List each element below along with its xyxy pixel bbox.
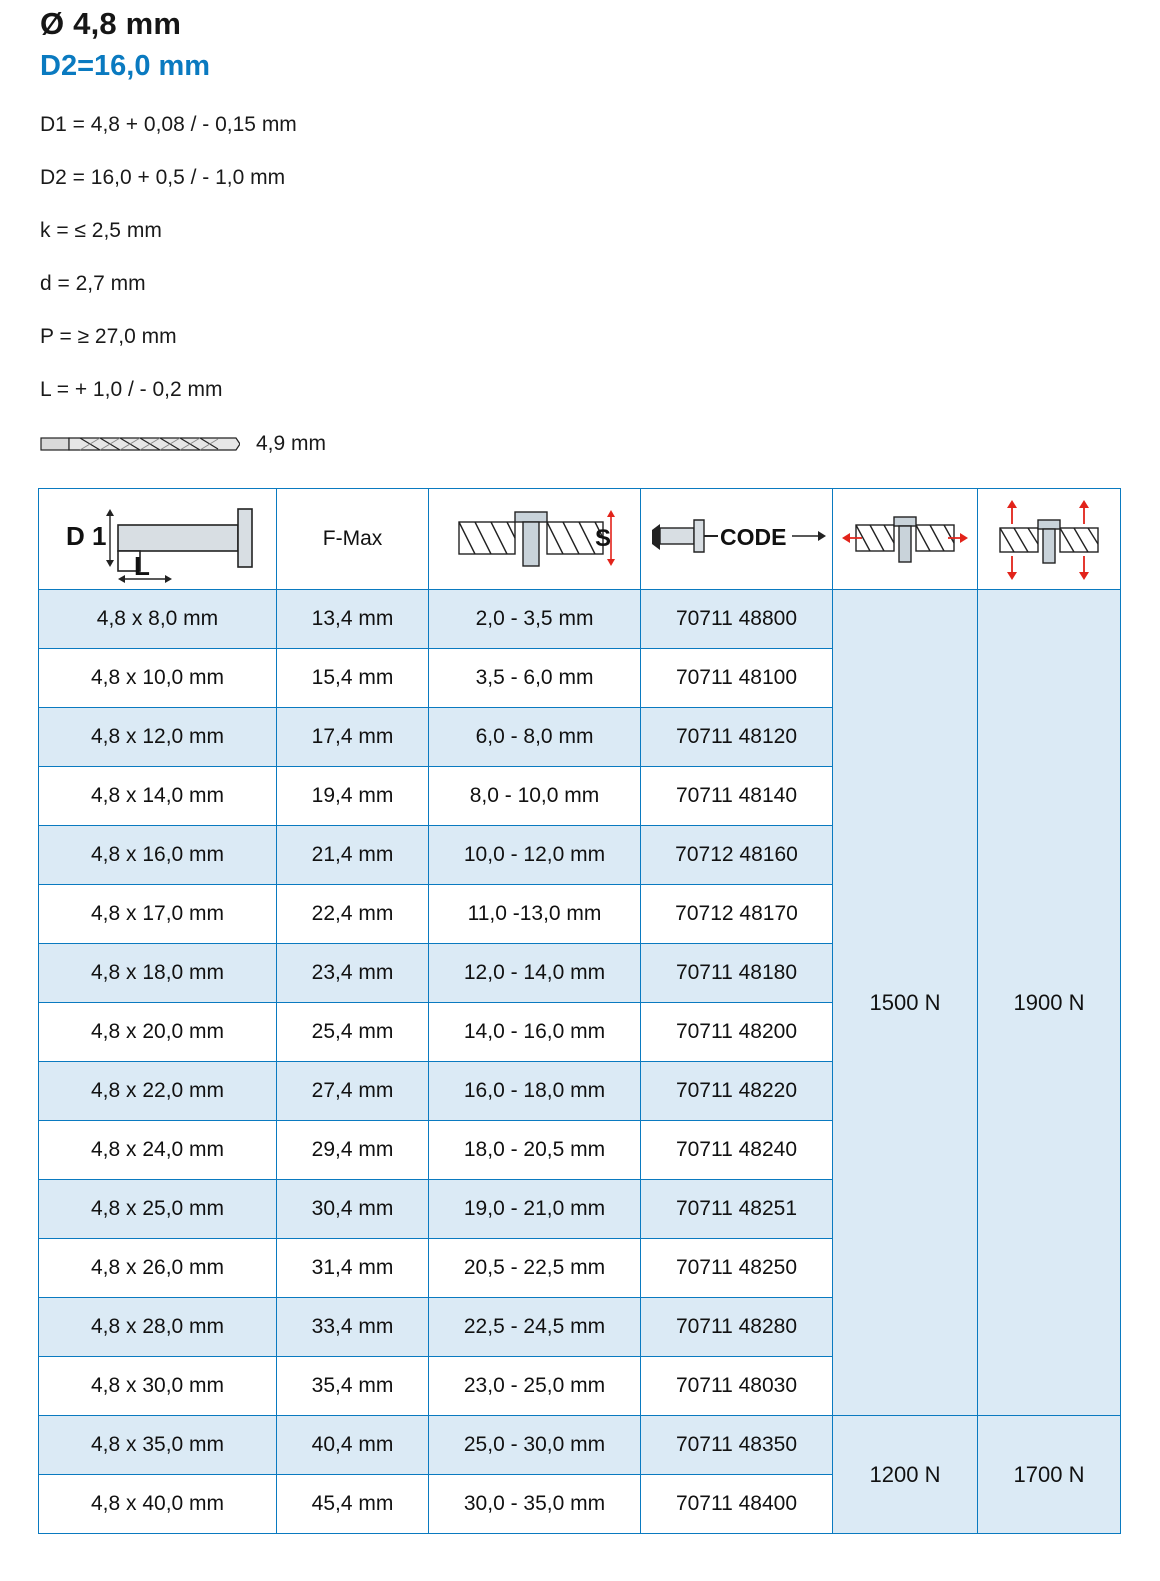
cell-code: 70711 48240: [641, 1121, 833, 1180]
cell-size: 4,8 x 18,0 mm: [39, 944, 277, 1003]
header-cell-clamping-range: [429, 489, 641, 590]
cell-fmax: 15,4 mm: [277, 649, 429, 708]
cell-size: 4,8 x 14,0 mm: [39, 767, 277, 826]
cell-size: 4,8 x 28,0 mm: [39, 1298, 277, 1357]
cell-range: 6,0 - 8,0 mm: [429, 708, 641, 767]
cell-size: 4,8 x 16,0 mm: [39, 826, 277, 885]
cell-fmax: 13,4 mm: [277, 590, 429, 649]
cell-range: 16,0 - 18,0 mm: [429, 1062, 641, 1121]
cell-range: 12,0 - 14,0 mm: [429, 944, 641, 1003]
cell-code: 70711 48350: [641, 1416, 833, 1475]
cell-range: 14,0 - 16,0 mm: [429, 1003, 641, 1062]
cell-size: 4,8 x 20,0 mm: [39, 1003, 277, 1062]
header-cell-code: [641, 489, 833, 590]
drill-size-label: 4,9 mm: [256, 432, 327, 455]
cell-size: 4,8 x 26,0 mm: [39, 1239, 277, 1298]
drill-bit-icon: [40, 433, 240, 455]
spec-list: [40, 98, 1160, 416]
cell-code: 70711 48120: [641, 708, 833, 767]
table-header-row: [39, 489, 1121, 590]
cell-fmax: 22,4 mm: [277, 885, 429, 944]
cell-code: 70711 48800: [641, 590, 833, 649]
cell-size: 4,8 x 22,0 mm: [39, 1062, 277, 1121]
cell-size: 4,8 x 10,0 mm: [39, 649, 277, 708]
cell-fmax: 40,4 mm: [277, 1416, 429, 1475]
spec-line-k: k = ≤ 2,5 mm: [40, 219, 162, 242]
cell-code: 70712 48160: [641, 826, 833, 885]
table-row: [39, 590, 1121, 649]
cell-code: 70711 48200: [641, 1003, 833, 1062]
cell-fmax: 33,4 mm: [277, 1298, 429, 1357]
svg-text:L: L: [133, 551, 150, 581]
drill-size-row: [40, 426, 1160, 462]
cell-code: 70712 48170: [641, 885, 833, 944]
cell-code: 70711 48250: [641, 1239, 833, 1298]
cell-range: 2,0 - 3,5 mm: [429, 590, 641, 649]
header-cell-shear-strength: [833, 489, 978, 590]
cell-code: 70711 48100: [641, 649, 833, 708]
spec-line-d: d = 2,7 mm: [40, 272, 146, 295]
cell-fmax: 17,4 mm: [277, 708, 429, 767]
cell-fmax: 45,4 mm: [277, 1475, 429, 1534]
cell-size: 4,8 x 40,0 mm: [39, 1475, 277, 1534]
spec-line-l: L = + 1,0 / - 0,2 mm: [40, 378, 223, 401]
cell-range: 11,0 -13,0 mm: [429, 885, 641, 944]
cell-range: 23,0 - 25,0 mm: [429, 1357, 641, 1416]
cell-tensile-force: 1900 N: [978, 590, 1121, 1416]
cell-tensile-force: 1700 N: [978, 1416, 1121, 1534]
cell-size: 4,8 x 30,0 mm: [39, 1357, 277, 1416]
cell-range: 30,0 - 35,0 mm: [429, 1475, 641, 1534]
cell-range: 18,0 - 20,5 mm: [429, 1121, 641, 1180]
cell-code: 70711 48280: [641, 1298, 833, 1357]
cell-code: 70711 48180: [641, 944, 833, 1003]
cell-fmax: 31,4 mm: [277, 1239, 429, 1298]
table-row: [39, 1416, 1121, 1475]
spec-line-p: P = ≥ 27,0 mm: [40, 325, 177, 348]
cell-fmax: 21,4 mm: [277, 826, 429, 885]
cell-range: 20,5 - 22,5 mm: [429, 1239, 641, 1298]
cell-shear-force: 1200 N: [833, 1416, 978, 1534]
cell-fmax: 25,4 mm: [277, 1003, 429, 1062]
cell-shear-force: 1500 N: [833, 590, 978, 1416]
cell-size: 4,8 x 12,0 mm: [39, 708, 277, 767]
cell-fmax: 23,4 mm: [277, 944, 429, 1003]
cell-range: 25,0 - 30,0 mm: [429, 1416, 641, 1475]
cell-range: 3,5 - 6,0 mm: [429, 649, 641, 708]
page-title-diameter: Ø 4,8 mm: [40, 6, 182, 41]
rivet-specification-table: [38, 488, 1121, 1534]
cell-fmax: 27,4 mm: [277, 1062, 429, 1121]
cell-fmax: 29,4 mm: [277, 1121, 429, 1180]
cell-code: 70711 48400: [641, 1475, 833, 1534]
cell-range: 10,0 - 12,0 mm: [429, 826, 641, 885]
table-body: [39, 590, 1121, 1534]
cell-code: 70711 48140: [641, 767, 833, 826]
cell-range: 22,5 - 24,5 mm: [429, 1298, 641, 1357]
cell-code: 70711 48251: [641, 1180, 833, 1239]
cell-size: 4,8 x 8,0 mm: [39, 590, 277, 649]
cell-size: 4,8 x 35,0 mm: [39, 1416, 277, 1475]
table-header: [39, 489, 1121, 590]
spec-line-d1: D1 = 4,8 + 0,08 / - 0,15 mm: [40, 113, 297, 136]
cell-fmax: 19,4 mm: [277, 767, 429, 826]
header-cell-dimensions: [39, 489, 277, 590]
cell-size: 4,8 x 25,0 mm: [39, 1180, 277, 1239]
cell-range: 8,0 - 10,0 mm: [429, 767, 641, 826]
svg-text:S: S: [594, 525, 611, 552]
cell-code: 70711 48220: [641, 1062, 833, 1121]
cell-fmax: 35,4 mm: [277, 1357, 429, 1416]
cell-fmax: 30,4 mm: [277, 1180, 429, 1239]
header-block: [0, 0, 1160, 462]
spec-line-d2: D2 = 16,0 + 0,5 / - 1,0 mm: [40, 166, 286, 189]
page-subtitle-d2: D2=16,0 mm: [40, 50, 211, 82]
cell-size: 4,8 x 17,0 mm: [39, 885, 277, 944]
cell-size: 4,8 x 24,0 mm: [39, 1121, 277, 1180]
svg-text:D 1: D 1: [65, 521, 106, 551]
svg-text:CODE: CODE: [719, 524, 786, 550]
cell-code: 70711 48030: [641, 1357, 833, 1416]
header-cell-tensile-strength: [978, 489, 1121, 590]
header-cell-fmax: F-Max: [277, 489, 429, 590]
cell-range: 19,0 - 21,0 mm: [429, 1180, 641, 1239]
